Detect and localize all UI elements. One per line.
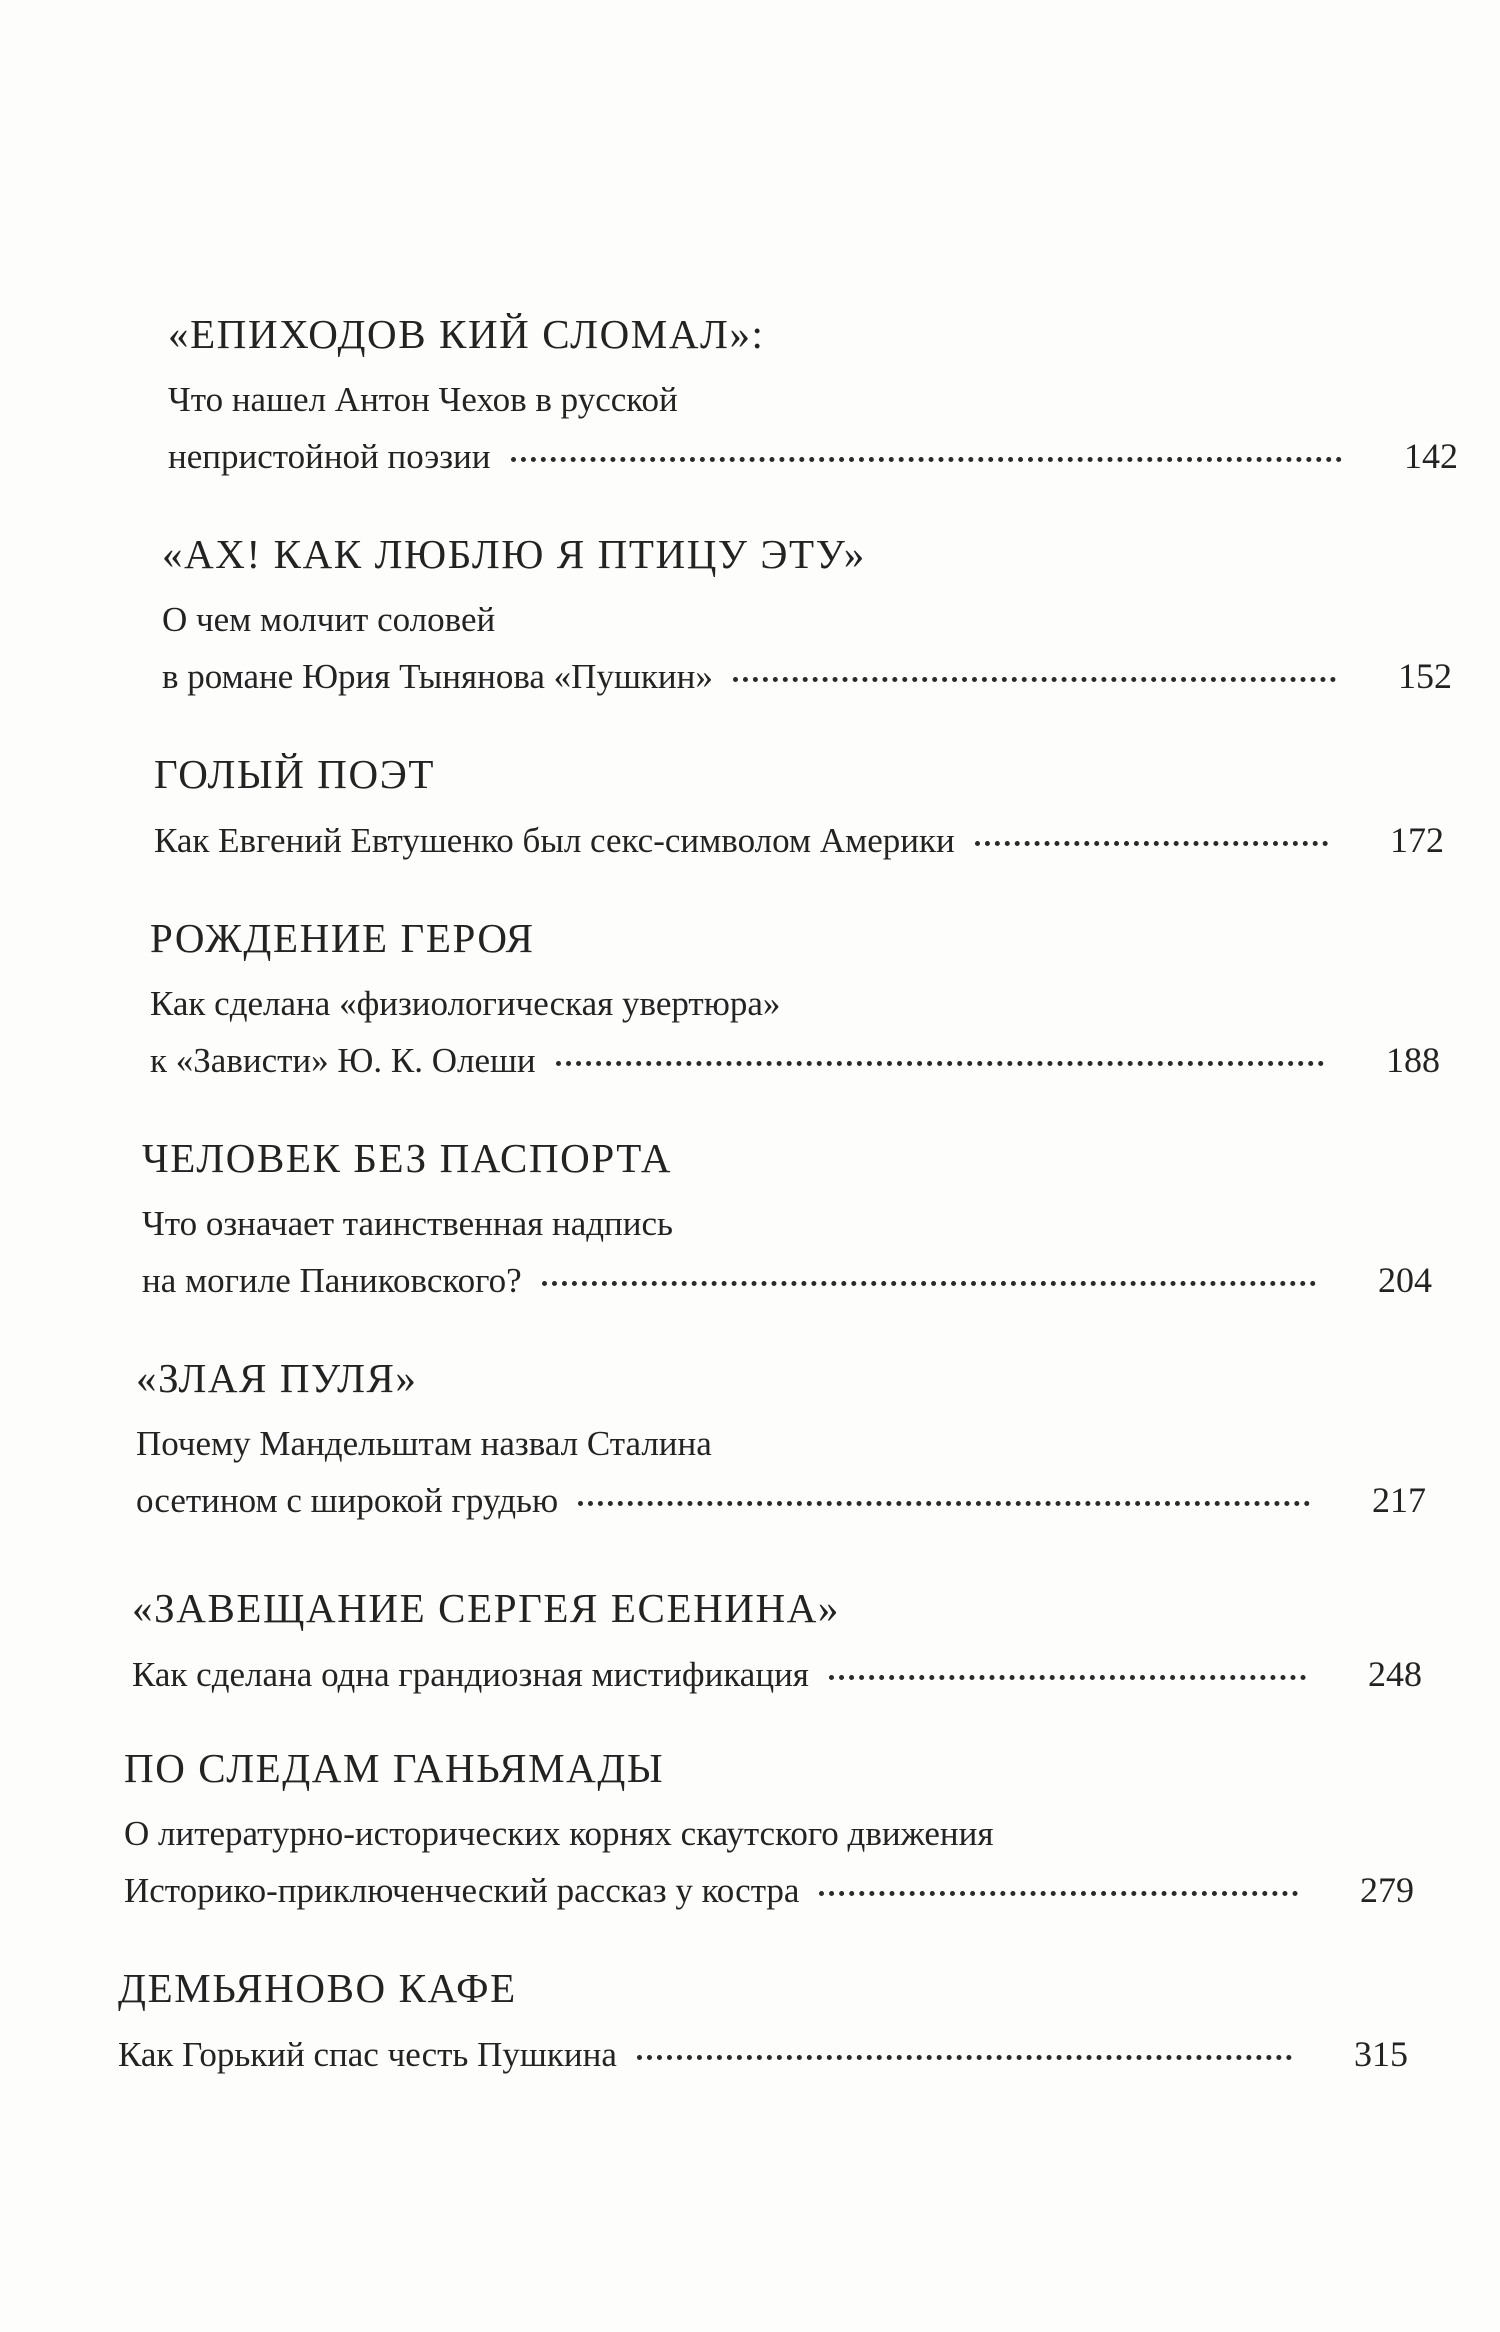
entry-title: РОЖДЕНИЕ ГЕРОЯ bbox=[150, 915, 535, 961]
entry-subtitle: О литературно-исторических корнях скаутского движения bbox=[124, 1814, 994, 1853]
entry-title: «ЕПИХОДОВ КИЙ СЛОМАЛ»: bbox=[168, 311, 765, 357]
entry-title: ГОЛЫЙ ПОЭТ bbox=[154, 751, 435, 797]
toc-entry bbox=[162, 532, 1452, 699]
dot-leader bbox=[829, 1675, 1306, 1680]
entry-subtitle: осетином с широкой грудью bbox=[136, 1481, 559, 1520]
entry-subtitle: Как сделана «физиологическая увертюра» bbox=[150, 984, 781, 1023]
entry-subtitle: на могиле Паниковского? bbox=[142, 1261, 522, 1300]
dot-leader bbox=[511, 457, 1342, 462]
page-number: 172 bbox=[1390, 820, 1444, 860]
toc-entry bbox=[154, 752, 1444, 863]
entry-final-line bbox=[118, 2032, 1408, 2077]
entry-final-line bbox=[132, 1652, 1422, 1697]
entry-title: ЧЕЛОВЕК БЕЗ ПАСПОРТА bbox=[142, 1135, 673, 1181]
dot-leader bbox=[733, 677, 1336, 682]
entry-title: ПО СЛЕДАМ ГАНЬЯМАДЫ bbox=[124, 1745, 665, 1791]
entry-title: ДЕМЬЯНОВО КАФЕ bbox=[118, 1965, 517, 2011]
entry-subtitle: Почему Мандельштам назвал Сталина bbox=[136, 1424, 712, 1463]
toc-entry bbox=[168, 312, 1458, 479]
page-number: 279 bbox=[1360, 1870, 1414, 1910]
entry-subtitle: к «Зависти» Ю. К. Олеши bbox=[150, 1041, 536, 1080]
entry-subtitle: Историко-приключенческий рассказ у костра bbox=[124, 1871, 800, 1910]
toc-entry bbox=[132, 1586, 1422, 1697]
entry-final-line bbox=[154, 818, 1444, 863]
entry-subtitle: непристойной поэзии bbox=[168, 437, 491, 476]
entry-final-line bbox=[124, 1868, 1414, 1913]
entry-subtitle: О чем молчит соловей bbox=[162, 600, 496, 639]
page-number: 217 bbox=[1372, 1480, 1426, 1520]
dot-leader bbox=[542, 1281, 1316, 1286]
page-number: 188 bbox=[1386, 1040, 1440, 1080]
entry-subtitle: Как Горький спас честь Пушкина bbox=[118, 2035, 617, 2074]
entry-subtitle: Как Евгений Евтушенко был секс-символом Америки bbox=[154, 821, 955, 860]
entry-title: «ЗАВЕЩАНИЕ СЕРГЕЯ ЕСЕНИНА» bbox=[132, 1585, 841, 1631]
toc-entry bbox=[142, 1136, 1432, 1303]
page-number: 248 bbox=[1368, 1654, 1422, 1694]
entry-final-line bbox=[142, 1258, 1432, 1303]
dot-leader bbox=[819, 1891, 1298, 1896]
entry-final-line bbox=[162, 654, 1452, 699]
dot-leader bbox=[556, 1061, 1324, 1066]
entry-title: «ЗЛАЯ ПУЛЯ» bbox=[136, 1355, 418, 1401]
page-number: 315 bbox=[1354, 2034, 1408, 2074]
entry-final-line bbox=[168, 434, 1458, 479]
toc-entry bbox=[150, 916, 1440, 1083]
toc-entry bbox=[124, 1746, 1414, 1913]
entry-title: «АХ! КАК ЛЮБЛЮ Я ПТИЦУ ЭТУ» bbox=[162, 531, 866, 577]
dot-leader bbox=[578, 1501, 1310, 1506]
entry-subtitle: Что нашел Антон Чехов в русской bbox=[168, 380, 678, 419]
entry-subtitle: Что означает таинственная надпись bbox=[142, 1204, 674, 1243]
entry-subtitle: в романе Юрия Тынянова «Пушкин» bbox=[162, 657, 713, 696]
dot-leader bbox=[975, 841, 1328, 846]
page-number: 142 bbox=[1404, 436, 1458, 476]
dot-leader bbox=[637, 2055, 1292, 2060]
entry-final-line bbox=[136, 1478, 1426, 1523]
page-number: 204 bbox=[1378, 1260, 1432, 1300]
entry-final-line bbox=[150, 1038, 1440, 1083]
page-number: 152 bbox=[1398, 656, 1452, 696]
toc-entry bbox=[118, 1966, 1408, 2077]
toc-entry bbox=[136, 1356, 1426, 1523]
entry-subtitle: Как сделана одна грандиозная мистификация bbox=[132, 1655, 809, 1694]
